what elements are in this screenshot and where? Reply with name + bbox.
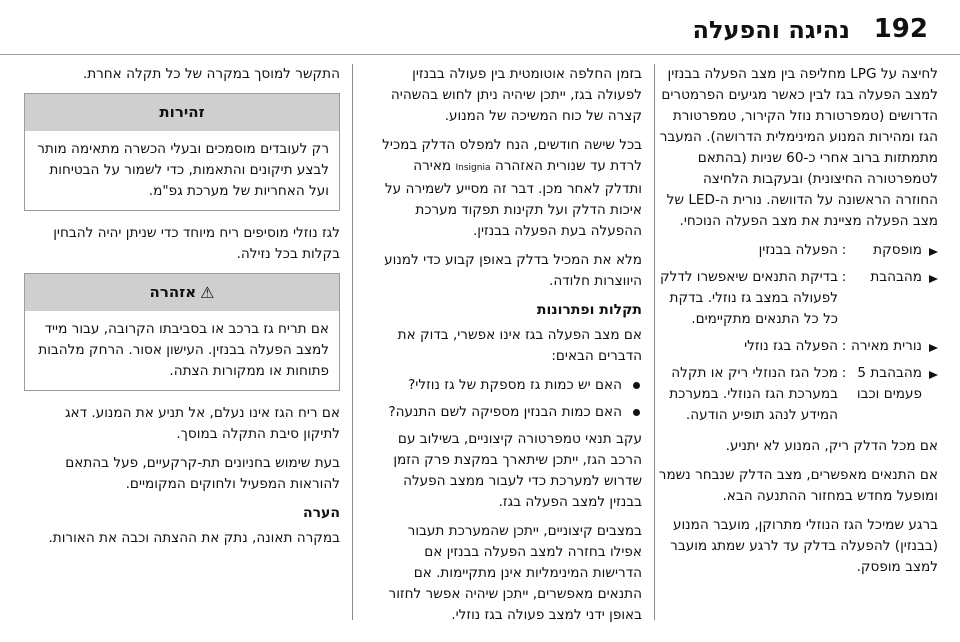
cold-note: עקב תנאי טמפרטורה קיצוניים, בשילוב עם הרכב הגז, ייתכן שיתארך במקצת פרק הזמן שדרוש למערכת כדי לעבור ממצב הפעלה בבנזין למצב הפעלה בגז. bbox=[393, 431, 642, 510]
extreme-note: במצבים קיצוניים, ייתכן שהמערכת תעבור אפילו בחזרה למצב הפעלה בבנזין אם הדרישות המינימליות אינן מתקיימות. אם התנאים מאפשרים, ייתכן שיהיה אפשר לחזור באופן ידני למצב פעולה בגז נוזלי. bbox=[388, 523, 642, 623]
fill-note: מלא את המכיל בדלק באופן קבוע כדי למנוע היווצרות חלודה. bbox=[384, 252, 642, 289]
insignia-label: Insignia bbox=[455, 163, 491, 173]
restart-note: אם התנאים מאפשרים, מצב הדלק שנבחר נשמר ומופעל מחדש במחזור ההתנעה הבא. bbox=[658, 467, 938, 504]
header-rule bbox=[0, 54, 960, 55]
caution-box bbox=[24, 93, 340, 211]
column-middle bbox=[372, 64, 642, 634]
note-label: הערה bbox=[303, 505, 340, 521]
pointer-icon bbox=[922, 240, 938, 256]
warning-triangle-icon: ⚠ bbox=[200, 283, 215, 302]
led-status-row: נורית מאירה : הפעלה בגז נוזלי bbox=[658, 336, 938, 357]
column-divider bbox=[654, 64, 655, 620]
led-status: מהבהבת 5 פעמים וכבו bbox=[856, 365, 922, 402]
underground-note: בעת שימוש בחניונים תת-קרקעיים, פעל בהתאם להוראות המפעיל ולחוקים המקומיים. bbox=[65, 455, 340, 492]
odor-note: לגז נוזלי מוסיפים ריח מיוחד כדי שניתן יהיה להבחין בקלות בכל נזילה. bbox=[53, 225, 340, 262]
note-body: במקרה תאונה, נתק את ההצתה וכבה את האורות. bbox=[48, 530, 340, 546]
pointer-icon bbox=[922, 336, 938, 352]
page-header bbox=[0, 0, 960, 60]
warning-body: אם תריח גז ברכב או בסביבתו הקרובה, עבור מייד למצב הפעלה בבנזין. העישון אסור. הרחק מלהבות פתוחות או ממקורות הצתה. bbox=[38, 321, 329, 379]
pointer-icon bbox=[922, 363, 938, 379]
page-title: נהיגה והפעלה bbox=[692, 16, 850, 44]
lpg-switch-intro: לחיצה על LPG מחליפה בין מצב הפעלה בבנזין למצב הפעלה בגז לבין כאשר מגיעים הפרמטרים הדרושים (טמפרטורת נוזל הקירור, טמפרטורת הגז ומהירות המנוע המינימלית הדרושה). המעבר מתמתזות ברוב אחרי כ-60 שניות (בהתאם לטמפרטורה החיצונית) ובעקבות הלחיצה החוזרה הראשונה על הדוושה. נורית ה-LED של מצב הפעלה מציינת את מצב הפעלה הנוכחי. bbox=[659, 66, 938, 229]
column-divider bbox=[352, 64, 353, 620]
led-status-desc: מכל הגז הנוזלי ריק או תקלה במערכת הגז הנוזלי. במערכת המידע לנהג תופיע הודעה. bbox=[669, 365, 838, 423]
faults-heading: תקלות ופתרונות bbox=[536, 302, 642, 318]
lpg-empty-note: ברגע שמיכל הגז הנוזלי מתרוקן, מועבר המנוע (בבנזין) להפעלה בדלק עד לרגע שמתג מועבר למצב מופסק. bbox=[670, 517, 938, 575]
insignia-note: בכל שישה חודשים, הנח למפלס הדלק במכיל לרדת עד שנורית האזהרה Insignia מאירה ותדלק לאחר מכן. דבר זה מסייע לשמירה על איכות הדלק ועל תקינות תפקוד מערכת ההפעלה בעת הפעלה בבנזין. bbox=[382, 137, 642, 239]
led-status: נורית מאירה bbox=[850, 338, 922, 354]
no-smell-note: אם ריח הגז אינו נעלם, אל תניע את המנוע. דאג לתיקון סיבת התקלה במוסך. bbox=[64, 405, 340, 442]
led-status-desc: הפעלה בבנזין bbox=[758, 242, 838, 258]
led-status-row: מופסקת : הפעלה בבנזין bbox=[658, 240, 938, 261]
led-status-row: מהבהבת 5 פעמים וכבו : מכל הגז הנוזלי ריק או תקלה במערכת הגז הנוזלי. במערכת המידע לנהג תופיע הודעה. bbox=[658, 363, 938, 426]
caution-body: רק לעובדים מוסמכים ובעלי הכשרה מתאימה מותר לבצע תיקונים והתאמות, כדי לשמור על הבטיחות ועל האחריות של מערכת גפ"מ. bbox=[37, 141, 329, 199]
page-number: 192 bbox=[873, 14, 928, 44]
malfunction-note: התקשר למוסך במקרה של כל תקלה אחרת. bbox=[82, 66, 340, 82]
list-item: האם כמות הבנזין מספיקה לשם התנעה? bbox=[372, 402, 642, 423]
led-status-desc: בדיקת התנאים שיאפשרו לדלק לפעולה במצב גז נוזלי. בדקת כל כל התנאים מתקיימים. bbox=[659, 269, 838, 327]
faults-intro: אם מצב הפעלה בגז אינו אפשרי, בדוק את הדברים הבאים: bbox=[397, 327, 642, 364]
warning-title: ⚠ אזהרה bbox=[25, 274, 339, 311]
led-status-row: מהבהבת : בדיקת התנאים שיאפשרו לדלק לפעולה במצב גז נוזלי. בדקת כל כל התנאים מתקיימים. bbox=[658, 267, 938, 330]
empty-tank-note: אם מכל הדלק ריק, המנוע לא יתניע. bbox=[725, 438, 938, 454]
warning-box bbox=[24, 273, 340, 391]
led-status: מופסקת bbox=[873, 242, 922, 258]
auto-switch-note: בזמן החלפה אוטומטית בין פעולה בבנזין לפעולה בגז, ייתכן שיהיה ניתן לחוש בהשהיה קצרה של כוח המשיכה של המנוע. bbox=[390, 66, 642, 124]
column-right bbox=[658, 64, 938, 586]
led-status: מהבהבת bbox=[870, 269, 922, 285]
led-status-desc: הפעלה בגז נוזלי bbox=[744, 338, 838, 354]
column-left bbox=[24, 64, 340, 557]
led-status-table bbox=[658, 240, 938, 426]
caution-title: זהירות bbox=[25, 94, 339, 131]
list-item: האם יש כמות גז מספקת של גז נוזלי? bbox=[372, 375, 642, 396]
pointer-icon bbox=[922, 267, 938, 283]
